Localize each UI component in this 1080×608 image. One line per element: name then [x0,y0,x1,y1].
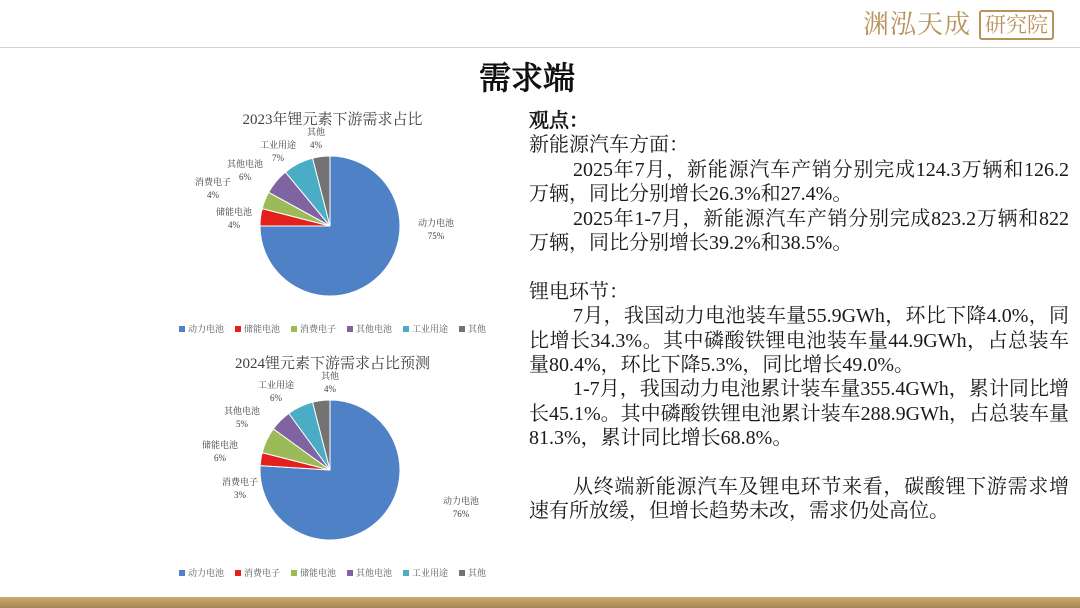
legend-label: 其他电池 [356,568,393,578]
legend-label: 其他 [468,568,487,578]
legend-swatch [235,326,241,332]
legend-swatch [459,326,465,332]
pie-chart-2024 [160,350,505,586]
slide-title: 需求端 [478,59,575,97]
pie-chart-canvas [160,350,505,586]
paragraph: 1-7月，我国动力电池累计装车量355.4GWh，累计同比增长45.1%。其中磷酸铁锂电池累计装车288.9GWh，占总装车量81.3%，累计同比增长68.8%。 [529,378,1069,450]
legend-item [179,567,224,579]
commentary-panel [529,109,1069,524]
data-label-value: 5% [236,419,248,430]
data-label [222,476,258,500]
legend-item [459,567,486,579]
brand-logo [863,8,1054,42]
pie-chart-canvas [160,105,505,341]
paragraph: 7月，我国动力电池装车量55.9GWh，环比下降4.0%，同比增长34.3%。其中磷酸铁锂电池装车量44.9GWh，占总装车量80.4%，环比下降5.3%，同比增长49.0%。 [529,305,1069,377]
data-label-category: 消费电子 [194,177,232,188]
data-label-category: 其他电池 [223,406,261,417]
legend-item [235,567,280,579]
data-label-category: 动力电池 [417,218,455,229]
data-label-category: 消费电子 [221,477,259,488]
legend-label: 工业用途 [412,324,449,334]
data-label [227,158,263,182]
conclusion-paragraph: 从终端新能源汽车及锂电环节来看，碳酸锂下游需求增速有所放缓，但增长趋势未改，需求仍处高位。 [529,476,1069,523]
data-label-value: 3% [234,490,246,501]
legend-item [403,567,448,579]
data-label-value: 6% [270,393,282,404]
legend-label: 消费电子 [243,568,280,578]
legend-item [179,323,224,335]
legend-swatch [179,326,185,332]
data-label [307,126,325,150]
legend-label: 储能电池 [243,324,280,334]
legend-item [347,323,392,335]
legend-item [291,323,336,335]
data-label-value: 6% [214,453,226,464]
legend-label: 动力电池 [187,568,224,578]
data-label [195,176,231,200]
data-label-category: 工业用途 [259,140,297,151]
legend-swatch [291,326,297,332]
data-label-category: 其他 [320,371,340,382]
legend-label: 动力电池 [187,324,224,334]
data-label-value: 4% [324,384,336,395]
paragraph: 2025年7月，新能源汽车产销分别完成124.3万辆和126.2万辆，同比分别增长26.3%和27.4%。 [529,158,1069,206]
legend-swatch [403,326,409,332]
data-label-category: 其他 [306,127,326,138]
data-label-category: 工业用途 [257,380,295,391]
commentary-heading: 观点： [529,110,589,132]
data-label-value: 4% [228,220,240,231]
data-label-category: 储能电池 [201,440,239,451]
data-label [258,379,294,403]
legend-swatch [403,570,409,576]
data-label [260,139,296,163]
data-label [202,439,238,463]
data-label [418,217,454,241]
chart-legend [160,323,505,335]
pie-slices [260,400,400,540]
data-label-category: 动力电池 [442,496,480,507]
data-label [443,495,479,519]
legend-label: 储能电池 [299,568,336,578]
legend-label: 消费电子 [299,324,336,334]
legend-label: 工业用途 [412,568,449,578]
legend-swatch [291,570,297,576]
data-label [224,405,260,429]
chart-title: 2023年锂元素下游需求占比 [242,112,423,128]
pie-chart-2023 [160,105,505,341]
legend-label: 其他电池 [356,324,393,334]
data-label-value: 76% [452,509,470,520]
legend-item [459,323,486,335]
data-label-category: 其他电池 [226,159,264,170]
data-label-value: 7% [272,153,284,164]
pie-slices [260,156,400,296]
legend-item [403,323,448,335]
legend-swatch [347,326,353,332]
footer-bar [0,597,1080,608]
data-label-value: 4% [310,140,322,151]
data-label-value: 75% [427,231,445,242]
section-heading-battery: 锂电环节： [529,280,629,303]
data-label [321,370,339,394]
data-label-value: 4% [207,190,219,201]
legend-swatch [347,570,353,576]
logo-wordmark: 渊泓天成 [862,10,971,40]
legend-swatch [459,570,465,576]
header-divider [0,47,1080,48]
data-label-value: 6% [239,172,251,183]
legend-swatch [179,570,185,576]
chart-legend [160,567,505,579]
logo-boxed-text: 研究院 [979,10,1054,40]
legend-label: 其他 [468,324,487,334]
legend-item [291,567,336,579]
data-label-category: 储能电池 [215,207,253,218]
data-label [216,206,252,230]
legend-item [235,323,280,335]
chart-title: 2024锂元素下游需求占比预测 [234,356,430,372]
legend-item [347,567,392,579]
section-heading-nev: 新能源汽车方面： [529,134,689,157]
paragraph: 2025年1-7月，新能源汽车产销分别完成823.2万辆和822万辆，同比分别增长39.2%和38.5%。 [529,207,1069,255]
legend-swatch [235,570,241,576]
